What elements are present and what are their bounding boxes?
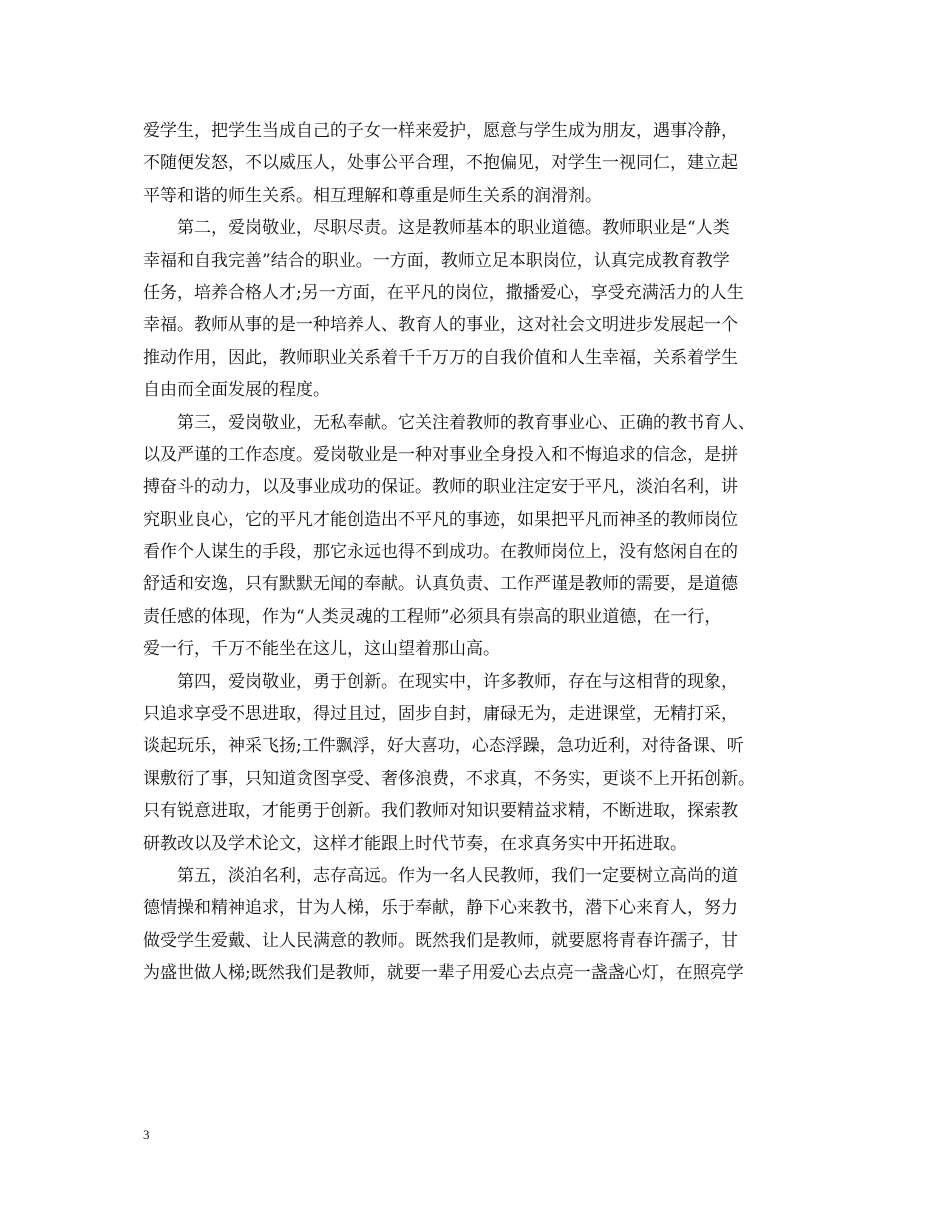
- text-line: 课敷衍了事，只知道贪图享受、奢侈浪费，不求真，不务实，更谈不上开拓创新。: [143, 768, 755, 789]
- text-line: 以及严谨的工作态度。爱岗敬业是一种对事业全身投入和不悔追求的信念，是拼: [143, 444, 738, 465]
- text-line: 爱一行，千万不能坐在这儿，这山望着那山高。: [143, 639, 500, 660]
- text-line: 看作个人谋生的手段，那它永远也得不到成功。在教师岗位上，没有悠闲自在的: [143, 542, 738, 563]
- page-number: 3: [143, 1127, 150, 1142]
- body-text: [143, 115, 833, 990]
- text-line: 不随便发怒，不以威压人，处事公平合理，不抱偏见，对学生一视同仁，建立起: [143, 153, 738, 174]
- text-line: 平等和谐的师生关系。相互理解和尊重是师生关系的润滑剂。: [143, 185, 602, 206]
- text-line: 第四，爱岗敬业，勇于创新。在现实中，许多教师，存在与这相背的现象，: [143, 671, 738, 692]
- text-line: 只追求享受不思进取，得过且过，固步自封，庸碌无为，走进课堂，无精打采，: [143, 704, 738, 725]
- text-line: 幸福。教师从事的是一种培养人、教育人的事业，这对社会文明进步发展起一个: [143, 315, 738, 336]
- text-line: 第五，淡泊名利，志存高远。作为一名人民教师，我们一定要树立高尚的道: [143, 865, 738, 886]
- text-line: 责任感的体现，作为“人类灵魂的工程师”必须具有崇高的职业道德，在一行，: [143, 606, 722, 627]
- text-line: 舒适和安逸，只有默默无闻的奉献。认真负责、工作严谨是教师的需要，是道德: [143, 574, 738, 595]
- text-line: 究职业良心，它的平凡才能创造出不平凡的事迹，如果把平凡而神圣的教师岗位: [143, 509, 738, 530]
- text-line: 德情操和精神追求，甘为人梯，乐于奉献，静下心来教书，潜下心来育人，努力: [143, 898, 738, 919]
- text-line: 幸福和自我完善”结合的职业。一方面，教师立足本职岗位，认真完成教育教学: [143, 250, 730, 271]
- text-line: 自由而全面发展的程度。: [143, 380, 330, 401]
- text-line: 任务，培养合格人才;另一方面，在平凡的岗位，撒播爱心，享受充满活力的人生: [143, 282, 744, 303]
- text-line: 谈起玩乐，神采飞扬;工件飘浮，好大喜功，心态浮躁，急功近利，对待备课、听: [143, 736, 744, 757]
- text-line: 推动作用，因此，教师职业关系着千千万万的自我价值和人生幸福，关系着学生: [143, 347, 738, 368]
- text-line: 搏奋斗的动力，以及事业成功的保证。教师的职业注定安于平凡，淡泊名利，讲: [143, 477, 738, 498]
- text-line: 第三，爱岗敬业，无私奉献。它关注着教师的教育事业心、正确的教书育人、: [143, 412, 755, 433]
- text-line: 做受学生爱戴、让人民满意的教师。既然我们是教师，就要愿将青春许孺子，甘: [143, 930, 738, 951]
- text-line: 第二，爱岗敬业，尽职尽责。这是教师基本的职业道德。教师职业是“人类: [143, 218, 730, 239]
- text-line: 只有锐意进取，才能勇于创新。我们教师对知识要精益求精，不断进取，探索教: [143, 801, 738, 822]
- text-line: 爱学生，把学生当成自己的子女一样来爱护，愿意与学生成为朋友，遇事冷静，: [143, 121, 738, 141]
- text-line: 研教改以及学术论文，这样才能跟上时代节奏，在求真务实中开拓进取。: [143, 833, 687, 854]
- text-line: 为盛世做人梯;既然我们是教师，就要一辈子用爱心去点亮一盏盏心灯，在照亮学: [143, 963, 744, 984]
